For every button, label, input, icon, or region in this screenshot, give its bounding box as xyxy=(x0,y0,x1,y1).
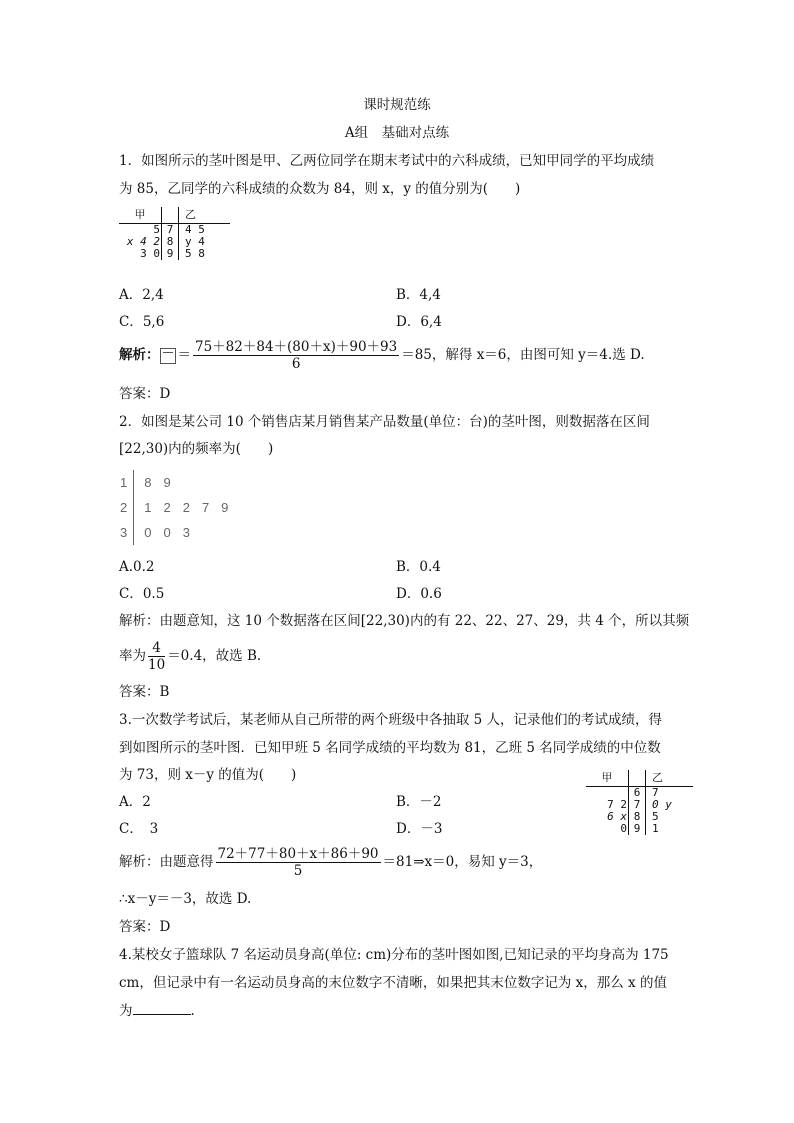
q3-solution-fraction xyxy=(216,846,381,879)
q1-row1-left: 5 xyxy=(153,223,160,236)
q2-row3-stem: 3 xyxy=(114,520,134,545)
q3-row4-stem: 9 xyxy=(629,823,646,835)
q3-solution-pre: 解析：由题意得 xyxy=(119,854,214,870)
q1-option-a: A．2,4 xyxy=(119,287,164,303)
q4-text-line3-start: 为 xyxy=(119,1003,133,1019)
q3-head-left: 甲 xyxy=(601,771,613,784)
q2-fraction-numerator: 4 xyxy=(152,640,161,656)
q1-head-left: 甲 xyxy=(134,208,146,221)
q2-option-a: A.0.2 xyxy=(119,559,155,575)
q1-stem-leaf-table xyxy=(119,207,230,260)
q3-row2-right: 0 y xyxy=(652,798,672,811)
q2-row2-leaf2: 2 xyxy=(163,500,171,515)
q2-text-line2: [22,30)内的频率为( ) xyxy=(119,441,274,457)
q3-text-line2: 到如图所示的茎叶图．已知甲班 5 名同学成绩的平均数为 81，乙班 5 名同学成绩的中位数 xyxy=(119,740,661,756)
q1-solution-label: 解析： xyxy=(119,347,160,363)
q1-option-b: B．4,4 xyxy=(396,287,441,303)
q4-text-line2: cm，但记录中有一名运动员身高的末位数字不清晰，如果把其末位数字记为 x，那么 x 的值 xyxy=(119,975,667,991)
q1-row2-left: x 4 2 xyxy=(126,235,160,248)
q3-row3-left: 6 x xyxy=(607,810,627,823)
x-bar-icon xyxy=(160,348,176,364)
q1-option-d: D．6,4 xyxy=(396,314,442,330)
q1-row1-stem: 7 xyxy=(162,224,179,237)
q1-solution-tail: ＝85，解得 x＝6，由图可知 y＝4.选 D. xyxy=(401,347,645,363)
page-title: 课时规范练 xyxy=(363,97,431,113)
q3-option-a: A．2 xyxy=(119,794,151,810)
group-title: A组 基础对点练 xyxy=(344,125,450,141)
q1-row3-right: 5 8 xyxy=(185,247,205,260)
q3-row1-stem: 6 xyxy=(629,787,646,800)
q1-answer: 答案：D xyxy=(119,386,171,402)
q3-row2-left: 7 2 xyxy=(607,798,627,811)
q2-row1-leaf2: 9 xyxy=(163,475,171,490)
q4-text-line3-end: . xyxy=(190,1003,195,1019)
q3-solution-line2: ∴x－y＝－3，故选 D. xyxy=(119,891,252,907)
q3-row1-right: 7 xyxy=(652,786,659,799)
q2-row2-leaf5: 9 xyxy=(221,500,229,515)
q1-head-right: 乙 xyxy=(185,208,196,221)
q1-row3-stem: 9 xyxy=(162,248,179,260)
q2-row2-leaf4: 7 xyxy=(201,500,210,515)
q3-answer: 答案：D xyxy=(119,919,171,935)
q1-solution-fraction xyxy=(193,339,399,372)
q2-option-d: D．0.6 xyxy=(396,586,442,602)
q3-option-b: B．－2 xyxy=(396,794,442,810)
q4-text-line3 xyxy=(119,1002,195,1020)
q2-row2-leaf1: 1 xyxy=(144,500,152,515)
q2-option-c: C．0.5 xyxy=(119,586,165,602)
q2-solution-tail: ＝0.4，故选 B. xyxy=(167,648,262,664)
q2-stem-leaf-table xyxy=(114,470,234,545)
q3-fraction-numerator: 72＋77＋80＋x＋86＋90 xyxy=(217,846,379,862)
q2-solution-pre: 率为 xyxy=(119,648,146,664)
q1-row3-left: 3 0 xyxy=(140,247,160,260)
q2-row3-leaf3: 3 xyxy=(182,525,190,540)
q1-fraction-numerator: 75＋82＋84＋(80＋x)＋90＋93 xyxy=(195,339,398,355)
q3-stem-leaf-table xyxy=(586,770,693,835)
q1-text-line1: 1．如图所示的茎叶图是甲、乙两位同学在期末考试中的六科成绩，已知甲同学的平均成绩 xyxy=(119,153,655,169)
q2-option-b: B．0.4 xyxy=(396,559,441,575)
q3-option-d: D．－3 xyxy=(396,821,443,837)
q3-text-line3: 为 73，则 x－y 的值为( ) xyxy=(119,767,297,783)
q3-row2-stem: 7 xyxy=(629,799,646,811)
q4-text-line1: 4.某校女子篮球队 7 名运动员身高(单位: cm)分布的茎叶图如图,已知记录的平均身高为 175 xyxy=(119,947,669,963)
q3-solution-line1 xyxy=(119,843,542,881)
q2-answer: 答案：B xyxy=(119,684,170,700)
q2-fraction-denominator: 10 xyxy=(148,657,166,673)
q2-row3-leaf1: 0 xyxy=(144,525,152,540)
q1-row1-right: 4 5 xyxy=(185,223,205,236)
answer-blank[interactable] xyxy=(133,1002,191,1015)
q3-solution-tail: ＝81⇒x＝0，易知 y＝3， xyxy=(382,854,543,870)
q3-fraction-denominator: 5 xyxy=(293,863,303,879)
q2-row1-leaf1: 8 xyxy=(144,475,152,490)
q1-solution-eq: ＝ xyxy=(177,347,191,363)
q3-head-right: 乙 xyxy=(652,771,663,784)
q1-fraction-denominator: 6 xyxy=(291,356,301,372)
q1-option-c: C．5,6 xyxy=(119,314,165,330)
q2-text-line1: 2．如图是某公司 10 个销售店某月销售某产品数量(单位：台)的茎叶图，则数据落在区间 xyxy=(119,414,650,430)
q2-solution-fraction xyxy=(148,640,165,673)
q2-row2-stem: 2 xyxy=(114,495,134,520)
q1-row2-right: y 4 xyxy=(185,235,205,248)
q1-solution xyxy=(119,337,645,373)
q3-row4-left: 0 xyxy=(620,822,627,835)
q2-solution-line1: 解析：由题意知，这 10 个数据落在区间[22,30)内的有 22、22、27、29，共 4 个，所以其频 xyxy=(119,613,690,629)
q1-row2-stem: 8 xyxy=(162,236,179,248)
q2-solution-line2 xyxy=(119,636,261,676)
q3-row4-right: 1 xyxy=(652,822,659,835)
q3-row3-stem: 8 xyxy=(629,811,646,823)
q3-option-c: C． 3 xyxy=(119,821,159,837)
q2-row1-stem: 1 xyxy=(114,470,134,495)
q1-text-line2: 为 85，乙同学的六科成绩的众数为 84，则 x，y 的值分别为( ) xyxy=(119,181,521,197)
q3-text-line1: 3.一次数学考试后，某老师从自己所带的两个班级中各抽取 5 人，记录他们的考试成绩，得 xyxy=(119,712,663,728)
q3-row3-right: 5 xyxy=(652,810,659,823)
q2-row3-leaf2: 0 xyxy=(163,525,171,540)
q2-row2-leaf3: 2 xyxy=(182,500,190,515)
